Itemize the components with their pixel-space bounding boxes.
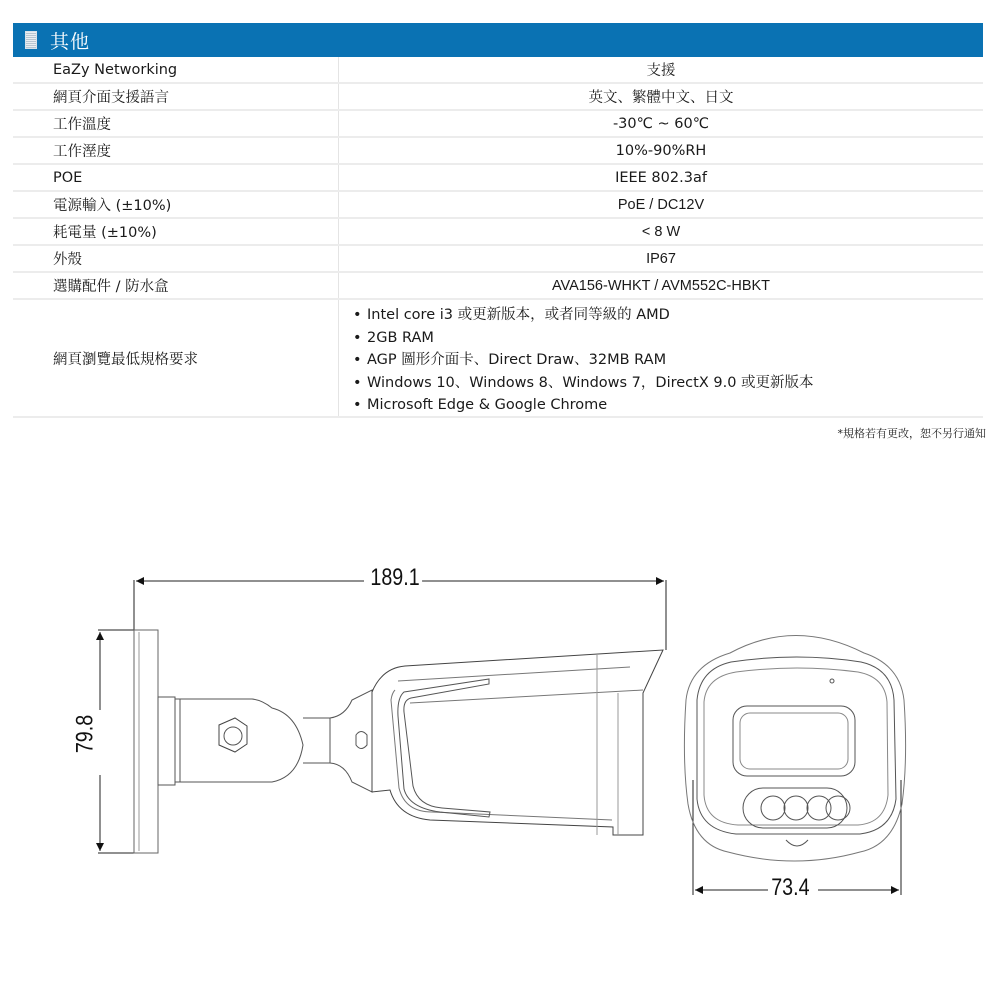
dimension-length-label: 189.1 [368,564,422,592]
table-row [13,111,983,138]
spec-value [339,300,983,416]
spec-label: 外殼 [13,246,339,271]
spec-value: 10%-90%RH [615,142,707,159]
camera-side-view-drawing [0,540,1000,940]
spec-value: -30℃ ~ 60℃ [612,115,710,132]
spec-label: 耗電量 (±10%) [13,219,339,244]
grid-block-icon [25,31,37,49]
dimension-height-label: 79.8 [71,714,99,754]
spec-label: EaZy Networking [13,57,339,82]
spec-label: POE [13,165,339,190]
spec-value: PoE / DC12V [617,196,705,213]
table-row [13,84,983,111]
list-item: • AGP 圖形介面卡、Direct Draw、32MB RAM [353,349,814,372]
spec-value: 支援 [646,63,676,79]
spec-value: IEEE 802.3af [615,169,707,186]
spec-value: AVA156-WHKT / AVM552C-HBKT [551,277,771,294]
list-item: • Intel core i3 或更新版本，或者同等級的 AMD [353,304,814,327]
table-row [13,57,983,84]
table-row [13,219,983,246]
table-row [13,192,983,219]
table-row-browser-requirements [13,300,983,418]
spec-label: 工作溼度 [13,138,339,163]
disclaimer-note: *規格若有更改，恕不另行通知 [837,427,986,440]
section-header [13,23,983,57]
requirements-list [339,300,814,417]
spec-label: 網頁介面支援語言 [13,84,339,109]
list-item: • 2GB RAM [353,327,814,350]
spec-label: 網頁瀏覽最低規格要求 [13,300,339,416]
spec-table [13,57,983,418]
spec-value: IP67 [646,250,676,267]
spec-value: 英文、繁體中文、日文 [588,90,734,106]
spec-value: < 8 W [641,223,681,240]
spec-label: 工作溫度 [13,111,339,136]
table-row [13,138,983,165]
dimension-drawing [0,540,1000,940]
table-row [13,165,983,192]
spec-label: 選購配件 / 防水盒 [13,273,339,298]
dimension-width-label: 73.4 [769,874,812,902]
table-row [13,273,983,300]
list-item: • Microsoft Edge & Google Chrome [353,394,814,417]
list-item: • Windows 10、Windows 8、Windows 7，DirectX 9.0 或更新版本 [353,372,814,395]
section-title: 其他 [50,30,91,53]
table-row [13,246,983,273]
spec-label: 電源輸入 (±10%) [13,192,339,217]
